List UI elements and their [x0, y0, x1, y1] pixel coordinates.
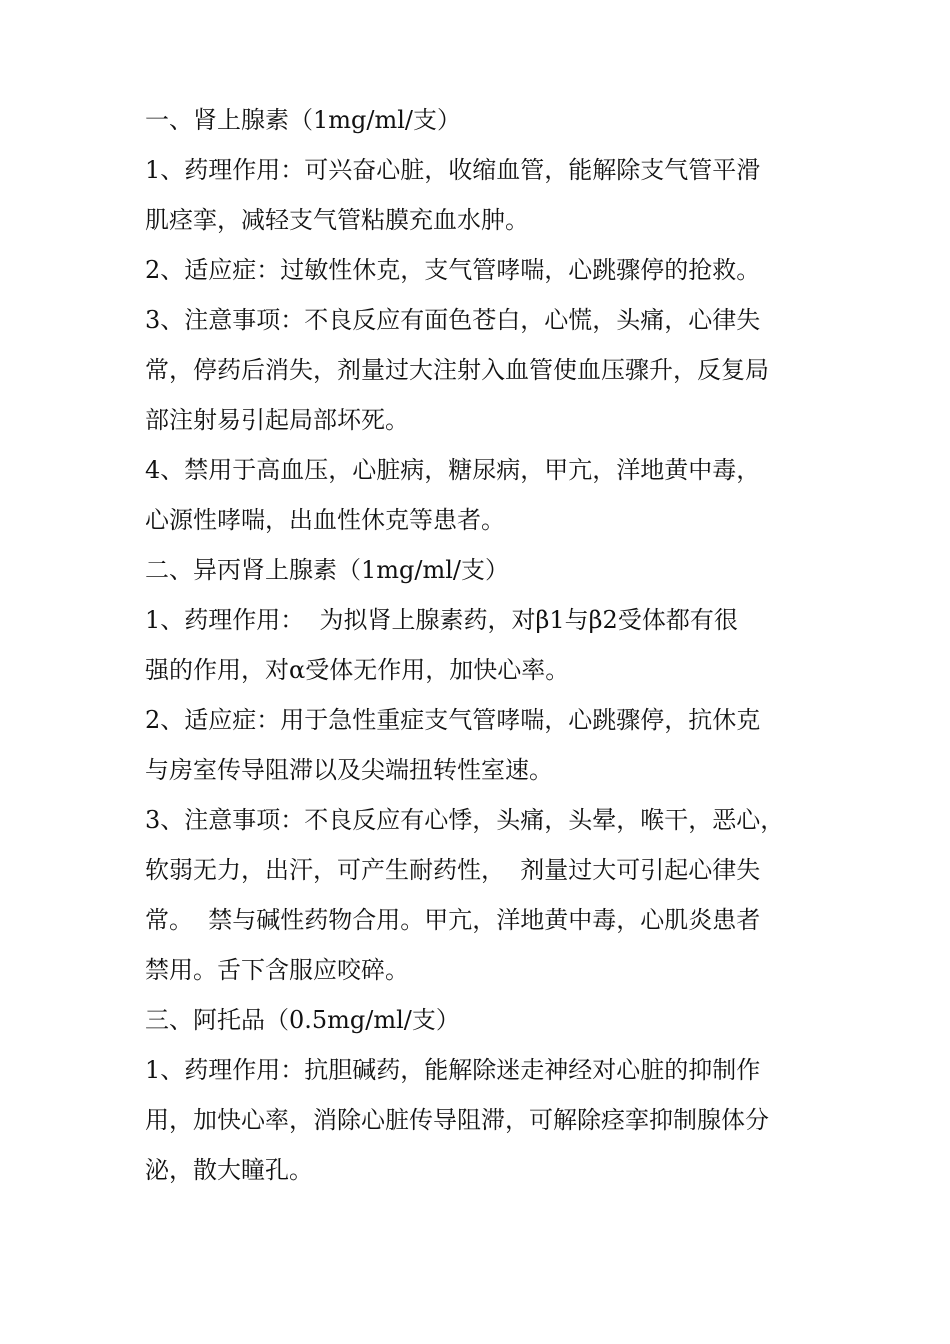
paragraph-line: 1、药理作用：可兴奋心脏，收缩血管，能解除支气管平滑 — [145, 156, 761, 184]
paragraph-line: 1、药理作用：抗胆碱药，能解除迷走神经对心脏的抑制作 — [145, 1056, 761, 1084]
paragraph-line: 泌，散大瞳孔。 — [145, 1156, 313, 1184]
document-body — [145, 95, 815, 1195]
paragraph-line: 常。 禁与碱性药物合用。甲亢，洋地黄中毒，心肌炎患者 — [145, 906, 761, 934]
paragraph-line: 强的作用，对α受体无作用，加快心率。 — [145, 656, 570, 684]
paragraph-line: 心源性哮喘，出血性休克等患者。 — [145, 506, 505, 534]
paragraph-line: 常，停药后消失，剂量过大注射入血管使血压骤升，反复局 — [145, 356, 769, 384]
paragraph-line: 禁用。舌下含服应咬碎。 — [145, 956, 409, 984]
paragraph-line: 与房室传导阻滞以及尖端扭转性室速。 — [145, 756, 553, 784]
paragraph-line: 3、注意事项：不良反应有心悸，头痛，头晕，喉干，恶心， — [145, 806, 785, 834]
paragraph-line: 1、药理作用： 为拟肾上腺素药，对β1与β2受体都有很 — [145, 606, 738, 634]
paragraph-line: 部注射易引起局部坏死。 — [145, 406, 409, 434]
paragraph-line: 4、禁用于高血压，心脏病，糖尿病，甲亢，洋地黄中毒， — [145, 456, 761, 484]
section-heading-epinephrine: 一、肾上腺素（1mg/ml/支） — [145, 106, 461, 134]
section-heading-isoprenaline: 二、异丙肾上腺素（1mg/ml/支） — [145, 556, 509, 584]
paragraph-line: 2、适应症：用于急性重症支气管哮喘，心跳骤停，抗休克 — [145, 706, 761, 734]
paragraph-line: 肌痉挛，减轻支气管粘膜充血水肿。 — [145, 206, 529, 234]
paragraph-line: 用，加快心率，消除心脏传导阻滞，可解除痉挛抑制腺体分 — [145, 1106, 769, 1134]
paragraph-line: 2、适应症：过敏性休克，支气管哮喘，心跳骤停的抢救。 — [145, 256, 761, 284]
paragraph-line: 3、注意事项：不良反应有面色苍白，心慌，头痛，心律失 — [145, 306, 761, 334]
section-heading-atropine: 三、阿托品（0.5mg/ml/支） — [145, 1006, 460, 1034]
paragraph-line: 软弱无力，出汗，可产生耐药性， 剂量过大可引起心律失 — [145, 856, 761, 884]
